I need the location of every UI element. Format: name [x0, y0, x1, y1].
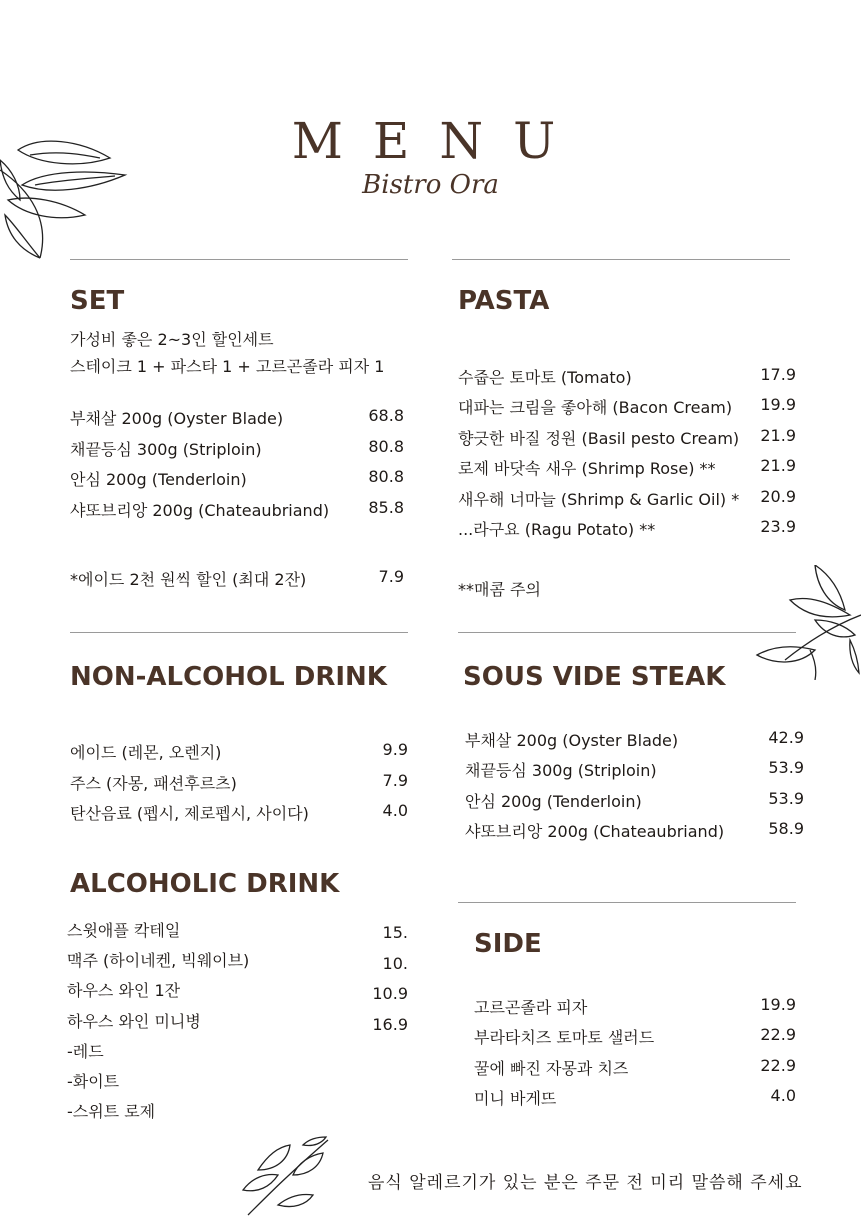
item-price: 53.9 — [768, 788, 804, 808]
item-price: 42.9 — [768, 728, 804, 747]
item-price: 4.0 — [770, 1085, 796, 1105]
item-name: 샤또브리앙 200g (Chateaubriand) — [465, 821, 725, 841]
item-name: 안심 200g (Tenderloin) — [465, 791, 642, 811]
item-name: 안심 200g (Tenderloin) — [70, 470, 247, 489]
item-name: 에이드 (레몬, 오렌지) — [70, 743, 222, 762]
item-name: *에이드 2천 원씩 할인 (최대 2잔) — [70, 570, 307, 589]
item-name: 부라타치즈 토마토 샐러드 — [474, 1028, 655, 1048]
side-item-list — [474, 995, 796, 1116]
menu-item — [458, 517, 796, 547]
menu-item — [474, 1056, 796, 1086]
item-name: 주스 (자몽, 패션후르츠) — [70, 773, 237, 793]
alcoholic-item-name: 맥주 (하이네켄, 빅웨이브) — [67, 951, 250, 970]
wine-option: -스위트 로제 — [67, 1102, 156, 1121]
item-price: 68.8 — [368, 406, 404, 425]
menu-item — [70, 437, 404, 468]
alcoholic-item-name: 스윗애플 칵테일 — [67, 921, 181, 940]
menu-item — [465, 758, 804, 788]
section-heading-pasta: PASTA — [458, 286, 550, 316]
item-price: 7.9 — [378, 567, 404, 586]
alcoholic-price-column — [340, 923, 408, 1045]
item-price: 20.9 — [760, 486, 796, 506]
pasta-note: **매콤 주의 — [458, 580, 541, 599]
alcoholic-item-name: 하우스 와인 1잔 — [67, 981, 181, 1000]
alcoholic-item-name: 하우스 와인 미니병 — [67, 1012, 201, 1031]
item-price: 7.9 — [382, 770, 408, 790]
divider — [70, 632, 408, 633]
menu-item — [474, 995, 796, 1025]
non-alcohol-item-list — [70, 740, 408, 832]
menu-item — [70, 801, 408, 832]
item-price: 22.9 — [760, 1025, 796, 1045]
item-price: 23.9 — [760, 516, 796, 536]
menu-item — [70, 771, 408, 802]
item-name: 탄산음료 (펩시, 제로펩시, 사이다) — [70, 804, 309, 823]
item-price: 85.8 — [368, 497, 404, 517]
pasta-item-list — [458, 365, 796, 547]
restaurant-name: Bistro Ora — [362, 170, 499, 200]
menu-item — [70, 498, 404, 529]
set-description: 스테이크 1 + 파스타 1 + 고르곤졸라 피자 1 — [70, 357, 385, 376]
item-name: 채끝등심 300g (Striploin) — [70, 439, 262, 459]
menu-item — [465, 789, 804, 819]
item-name: 수줍은 토마토 (Tomato) — [458, 368, 632, 387]
item-price: 19.9 — [760, 995, 796, 1014]
menu-item — [458, 365, 796, 395]
item-price: 4.0 — [382, 801, 408, 820]
item-price: 10.9 — [372, 984, 408, 1003]
item-name: 고르곤졸라 피자 — [474, 998, 588, 1017]
section-heading-side: SIDE — [474, 929, 542, 959]
item-price: 15. — [382, 923, 408, 942]
item-name: 새우해 너마늘 (Shrimp & Garlic Oil) * — [458, 489, 740, 509]
wine-option: -레드 — [67, 1042, 104, 1061]
item-name: 부채살 200g (Oyster Blade) — [465, 731, 679, 750]
item-price: 21.9 — [760, 425, 796, 445]
item-price: 80.8 — [368, 467, 404, 486]
item-name: 대파는 크림을 좋아해 (Bacon Cream) — [458, 398, 733, 418]
section-heading-alcoholic: ALCOHOLIC DRINK — [70, 869, 340, 899]
menu-item — [70, 740, 408, 771]
item-price: 80.8 — [368, 436, 404, 456]
item-name: 부채살 200g (Oyster Blade) — [70, 409, 284, 428]
item-name: 샤또브리앙 200g (Chateaubriand) — [70, 500, 330, 520]
set-item-list — [70, 406, 404, 528]
page-title: MENU — [291, 112, 586, 170]
item-price: 22.9 — [760, 1055, 796, 1075]
menu-item — [465, 819, 804, 849]
divider — [70, 259, 408, 260]
item-price: 16.9 — [372, 1014, 408, 1034]
item-price: 17.9 — [760, 365, 796, 384]
set-note — [70, 567, 404, 590]
leaf-sprig-icon — [238, 1135, 338, 1217]
item-name: 꿀에 빠진 자몽과 치즈 — [474, 1058, 629, 1078]
leaf-sprig-icon — [755, 565, 861, 680]
item-name: ...라구요 (Ragu Potato) ** — [458, 519, 656, 539]
item-price: 53.9 — [768, 758, 804, 778]
item-price: 21.9 — [760, 456, 796, 476]
divider — [452, 259, 790, 260]
set-description: 가성비 좋은 2~3인 할인세트 — [70, 330, 274, 349]
menu-item — [458, 456, 796, 486]
menu-item — [474, 1086, 796, 1116]
menu-item — [70, 406, 404, 437]
item-name: 로제 바닷속 새우 (Shrimp Rose) ** — [458, 459, 716, 479]
section-heading-non-alcohol: NON-ALCOHOL DRINK — [70, 662, 387, 692]
menu-item — [458, 426, 796, 456]
section-heading-sous-vide: SOUS VIDE STEAK — [463, 662, 726, 692]
menu-item — [465, 728, 804, 758]
menu-item — [458, 487, 796, 517]
allergy-notice: 음식 알레르기가 있는 분은 주문 전 미리 말씀해 주세요 — [368, 1173, 803, 1193]
divider — [458, 902, 796, 903]
sous-vide-item-list — [465, 728, 804, 849]
menu-item — [474, 1025, 796, 1055]
item-price: 10. — [382, 953, 408, 973]
item-price: 19.9 — [760, 395, 796, 415]
item-price: 9.9 — [382, 740, 408, 759]
item-name: 향긋한 바질 정원 (Basil pesto Cream) — [458, 428, 740, 448]
menu-item — [70, 467, 404, 498]
item-price: 58.9 — [768, 818, 804, 838]
item-name: 채끝등심 300g (Striploin) — [465, 761, 657, 781]
wine-option: -화이트 — [67, 1072, 120, 1091]
divider — [458, 632, 796, 633]
menu-item — [458, 395, 796, 425]
section-heading-set: SET — [70, 286, 125, 316]
item-name: 미니 바게뜨 — [474, 1088, 557, 1108]
